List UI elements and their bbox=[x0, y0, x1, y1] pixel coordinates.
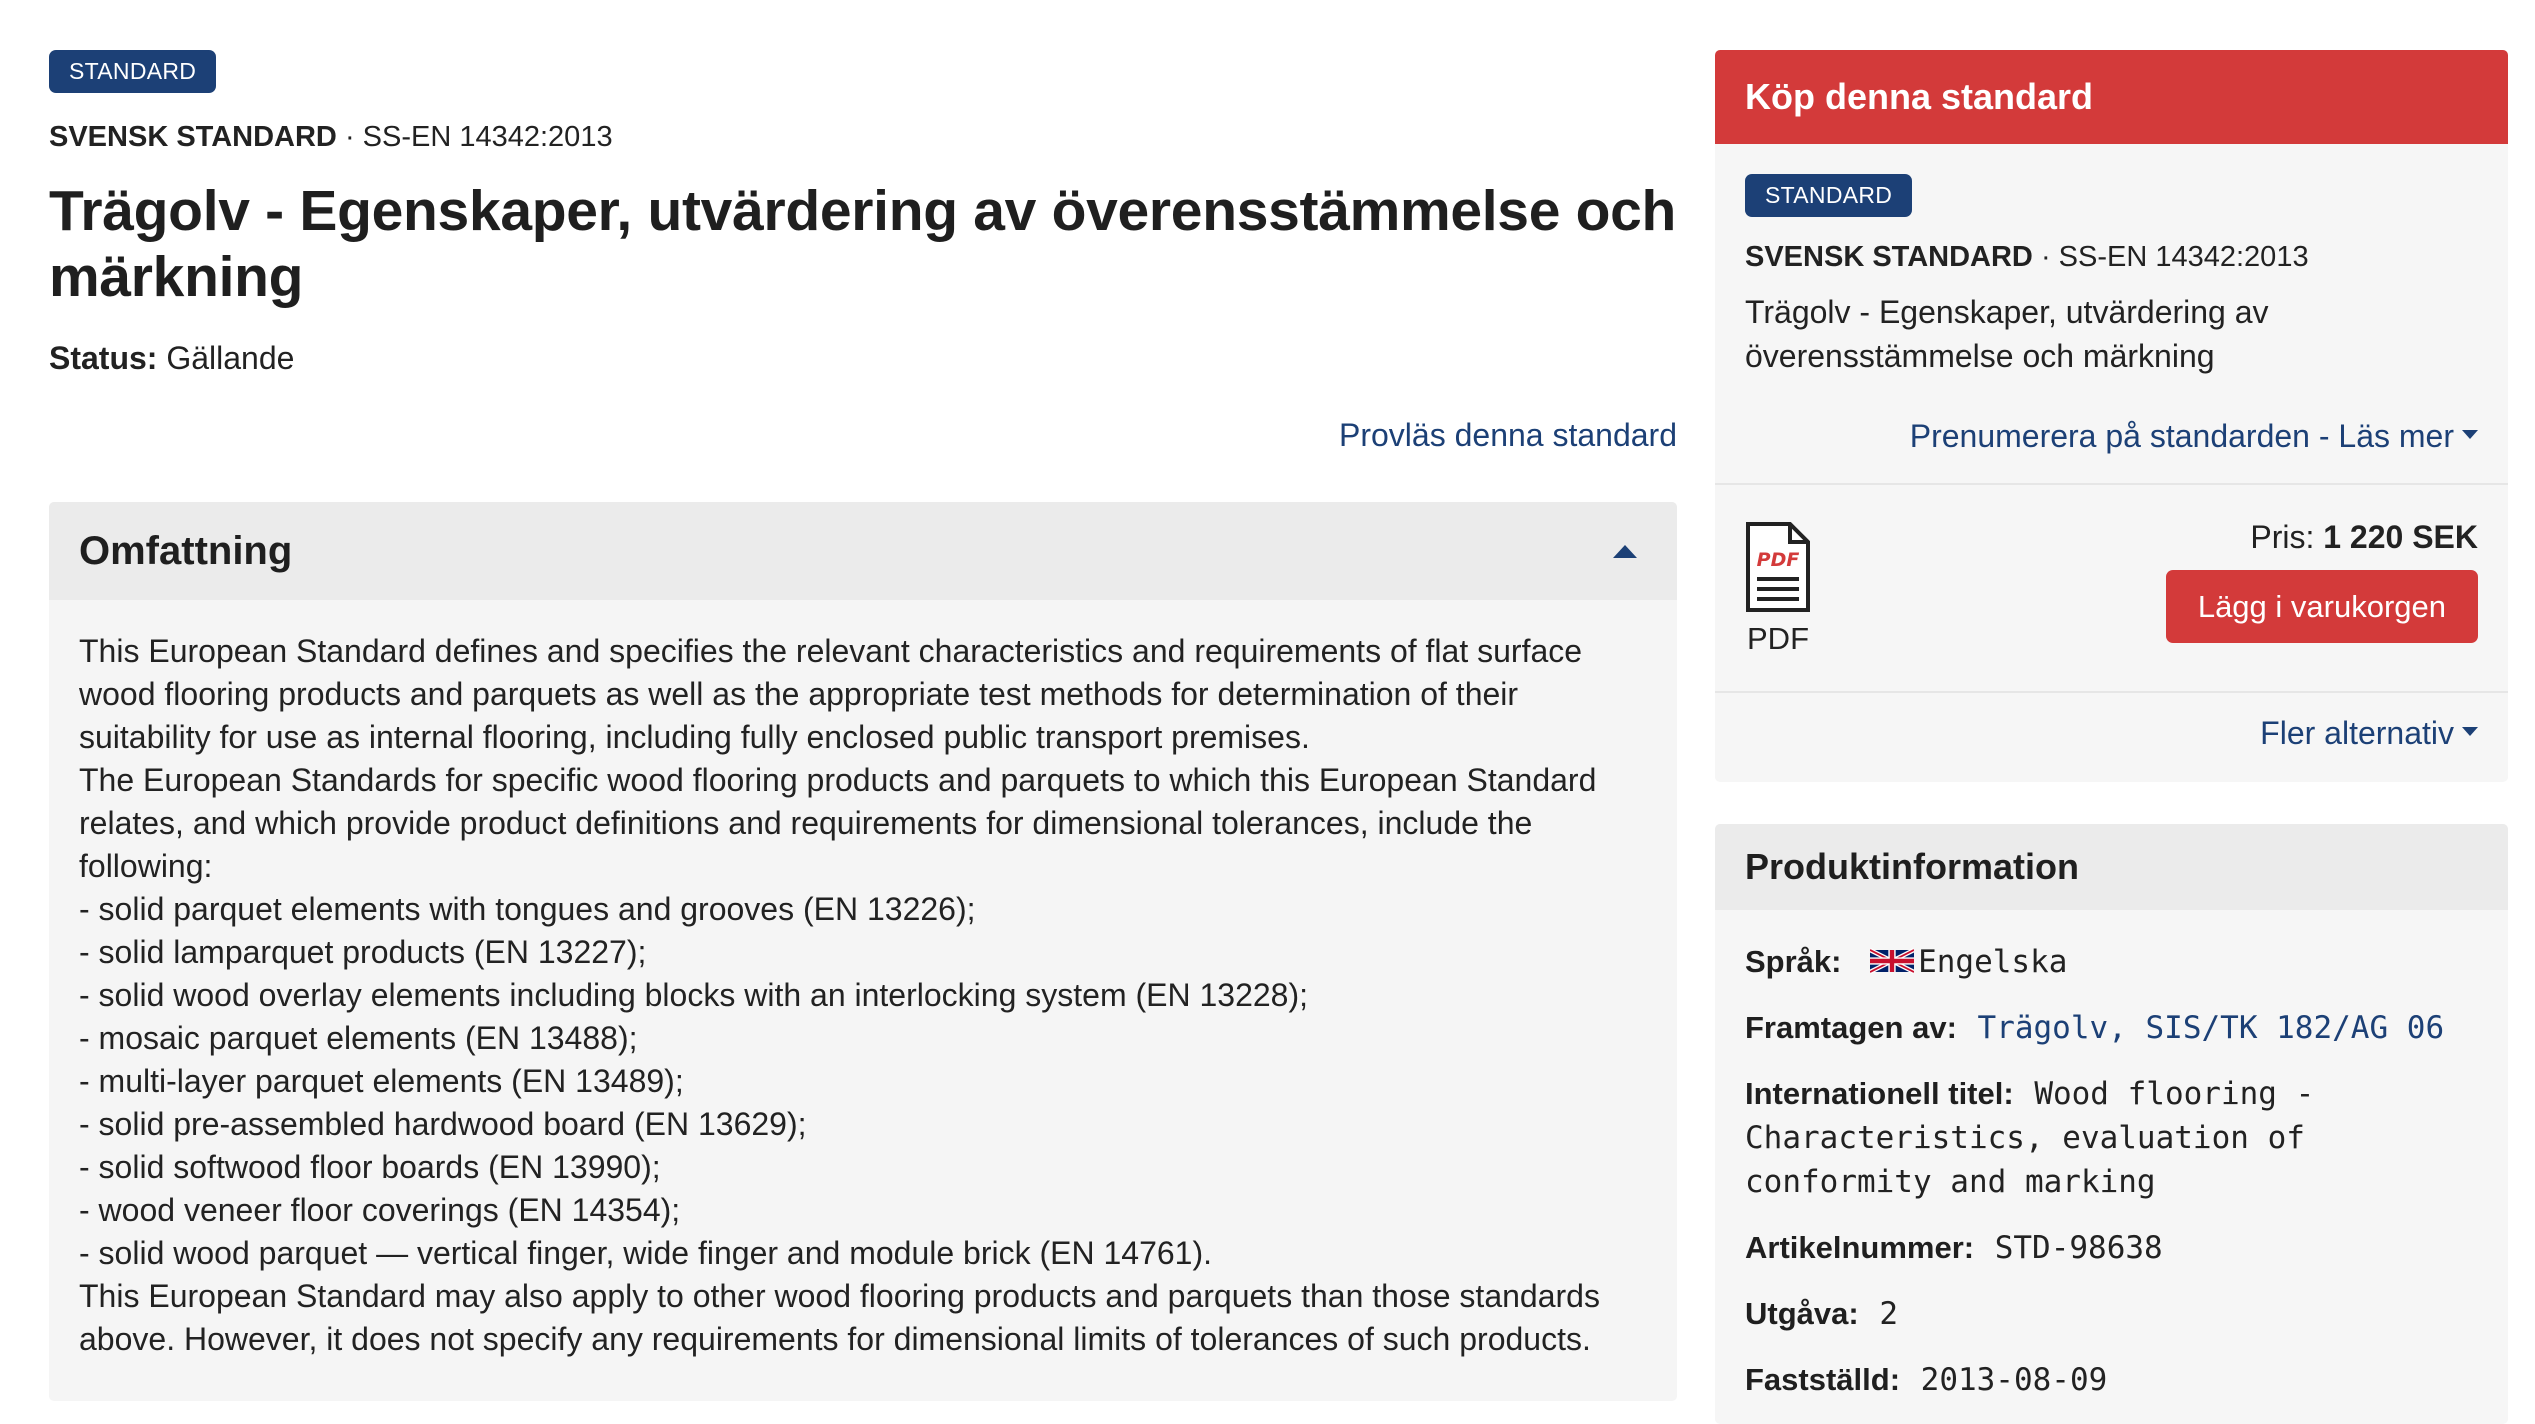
designation-separator: · bbox=[2032, 241, 2059, 273]
format-option[interactable] bbox=[1745, 521, 1811, 657]
subscribe-row bbox=[1745, 418, 2478, 483]
format-row bbox=[1715, 485, 2508, 691]
subscribe-link-label: Prenumerera på standarden - Läs mer bbox=[1909, 418, 2454, 454]
status-line bbox=[49, 340, 1677, 377]
international-title-value: Wood flooring - Characteristics, evaluation of conformity and marking bbox=[1745, 1076, 2315, 1200]
buy-card-title: Trägolv - Egenskaper, utvärdering av överensstämmelse och märkning bbox=[1745, 294, 2269, 374]
scope-paragraph: The European Standards for specific wood flooring products and parquets to which this European Standard relates, and which provide product definitions and requirements for dimensional tolerances, include the following: bbox=[79, 762, 1597, 884]
product-info-heading: Produktinformation bbox=[1715, 824, 2508, 910]
scope-heading: Omfattning bbox=[79, 528, 293, 573]
chevron-up-icon[interactable] bbox=[1613, 545, 1637, 558]
standard-designation bbox=[1745, 241, 2478, 274]
standard-badge: STANDARD bbox=[1745, 174, 1912, 217]
product-info-card bbox=[1715, 824, 2508, 1424]
established-row bbox=[1745, 1358, 2478, 1402]
scope-list-item: - solid parquet elements with tongues and grooves (EN 13226); bbox=[79, 891, 976, 927]
status-label: Status: bbox=[49, 340, 158, 376]
more-options-link[interactable] bbox=[2260, 715, 2478, 751]
subscribe-link[interactable] bbox=[1910, 418, 2478, 454]
status-value: Gällande bbox=[166, 340, 295, 376]
international-title-row bbox=[1745, 1072, 2478, 1204]
scope-list-item: - solid wood overlay elements including blocks with an interlocking system (EN 13228); bbox=[79, 977, 1309, 1013]
scope-list-item: - solid lamparquet products (EN 13227); bbox=[79, 934, 647, 970]
main-content bbox=[49, 50, 1677, 1401]
produced-by-label: Framtagen av: bbox=[1745, 1010, 1957, 1045]
language-value: Engelska bbox=[1918, 944, 2068, 980]
sidebar bbox=[1715, 50, 2508, 1424]
buy-card-heading: Köp denna standard bbox=[1715, 50, 2508, 144]
standard-org: SVENSK STANDARD bbox=[49, 121, 337, 153]
edition-label: Utgåva: bbox=[1745, 1296, 1859, 1331]
price-block bbox=[2166, 521, 2478, 643]
format-label: PDF bbox=[1747, 621, 1809, 656]
scope-paragraph: This European Standard defines and specifies the relevant characteristics and requirements of flat surface wood flooring products and parquets as well as the appropriate test methods for determination of their suitability for use as internal flooring, including fully enclosed public transport premises. bbox=[79, 633, 1583, 755]
produced-by-row bbox=[1745, 1006, 2478, 1050]
more-options-label: Fler alternativ bbox=[2260, 715, 2454, 751]
pdf-file-icon bbox=[1745, 521, 1811, 613]
language-row bbox=[1745, 940, 2478, 984]
price-value: 1 220 SEK bbox=[2323, 519, 2478, 555]
product-info-body bbox=[1715, 910, 2508, 1402]
standard-badge: STANDARD bbox=[49, 50, 216, 93]
scope-list-item: - solid softwood floor boards (EN 13990); bbox=[79, 1149, 661, 1185]
edition-value: 2 bbox=[1879, 1296, 1898, 1332]
standard-code: SS-EN 14342:2013 bbox=[362, 121, 613, 153]
designation-separator: · bbox=[336, 121, 363, 153]
more-options-row bbox=[1715, 693, 2508, 782]
scope-accordion bbox=[49, 502, 1677, 1401]
article-number-row bbox=[1745, 1226, 2478, 1270]
preview-link[interactable]: Provläs denna standard bbox=[1339, 417, 1677, 453]
scope-list-item: - mosaic parquet elements (EN 13488); bbox=[79, 1020, 638, 1056]
scope-list-item: - wood veneer floor coverings (EN 14354); bbox=[79, 1192, 681, 1228]
scope-accordion-header[interactable] bbox=[49, 502, 1677, 600]
chevron-down-icon bbox=[2462, 430, 2478, 439]
international-title-label: Internationell titel: bbox=[1745, 1076, 2014, 1111]
established-label: Fastställd: bbox=[1745, 1362, 1901, 1397]
scope-list-item: - solid wood parquet — vertical finger, wide finger and module brick (EN 14761). bbox=[79, 1235, 1213, 1271]
svg-text:PDF: PDF bbox=[1756, 549, 1800, 571]
chevron-down-icon bbox=[2462, 727, 2478, 736]
standard-org: SVENSK STANDARD bbox=[1745, 241, 2033, 273]
add-to-cart-button[interactable]: Lägg i varukorgen bbox=[2166, 570, 2478, 643]
price bbox=[2166, 519, 2478, 556]
scope-list-item: - multi-layer parquet elements (EN 13489); bbox=[79, 1063, 684, 1099]
scope-list-item: - solid pre-assembled hardwood board (EN 13629); bbox=[79, 1106, 807, 1142]
page-title: Trägolv - Egenskaper, utvärdering av överensstämmelse och märkning bbox=[49, 179, 1677, 309]
standard-designation bbox=[49, 121, 1677, 154]
scope-paragraph: This European Standard may also apply to other wood flooring products and parquets than those standards above. However, it does not specify any requirements for dimensional limits of tolerances of such products. bbox=[79, 1278, 1600, 1357]
established-value: 2013-08-09 bbox=[1920, 1362, 2108, 1398]
preview-row bbox=[49, 417, 1677, 454]
scope-body bbox=[49, 600, 1677, 1401]
article-number-label: Artikelnummer: bbox=[1745, 1230, 1975, 1265]
language-label: Språk: bbox=[1745, 944, 1842, 979]
price-label: Pris: bbox=[2250, 519, 2315, 555]
committee-link[interactable]: Trägolv, SIS/TK 182/AG 06 bbox=[1977, 1010, 2445, 1046]
article-number-value: STD-98638 bbox=[1994, 1230, 2163, 1266]
standard-code: SS-EN 14342:2013 bbox=[2058, 241, 2309, 273]
edition-row bbox=[1745, 1292, 2478, 1336]
buy-card bbox=[1715, 50, 2508, 782]
buy-card-info bbox=[1715, 144, 2508, 483]
uk-flag-icon bbox=[1870, 947, 1914, 975]
